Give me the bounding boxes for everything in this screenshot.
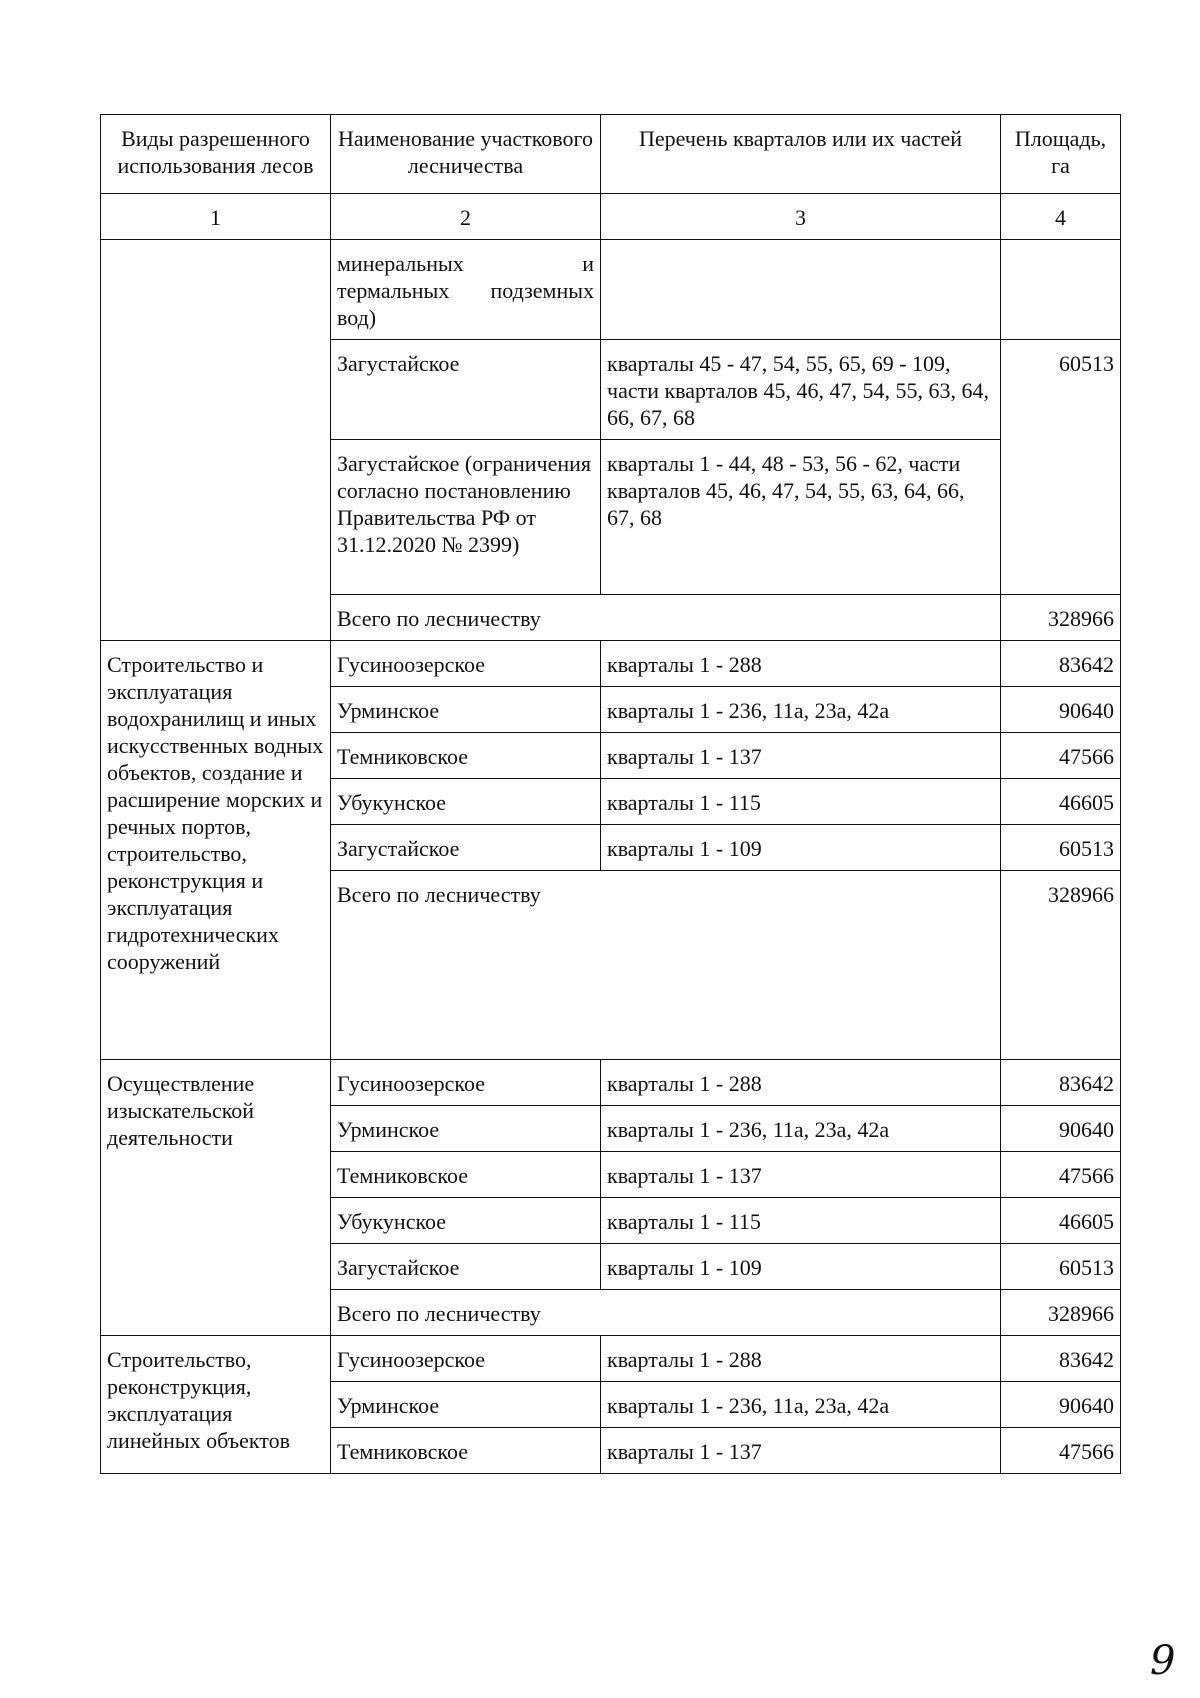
- quarters-cell: кварталы 1 - 115: [601, 1198, 1001, 1244]
- table-row: [101, 1060, 1121, 1106]
- area-cell: 60513: [1001, 1244, 1121, 1290]
- forestry-name-cell: Убукунское: [331, 1198, 601, 1244]
- quarters-cell: кварталы 1 - 236, 11а, 23а, 42а: [601, 1382, 1001, 1428]
- continued-text-line: термальных подземных: [337, 278, 594, 303]
- area-cell: 90640: [1001, 687, 1121, 733]
- forestry-name-cell: [331, 240, 601, 340]
- forestry-name-cell: Темниковское: [331, 1428, 601, 1474]
- quarters-cell: кварталы 1 - 236, 11а, 23а, 42а: [601, 1106, 1001, 1152]
- table-row: [101, 1336, 1121, 1382]
- total-label-cell: Всего по лесничеству: [331, 871, 1001, 1060]
- forestry-name-cell: Темниковское: [331, 1152, 601, 1198]
- area-cell: 47566: [1001, 733, 1121, 779]
- area-cell: 46605: [1001, 1198, 1121, 1244]
- header-row: [101, 115, 1121, 194]
- total-label-cell: Всего по лесничеству: [331, 595, 1001, 641]
- column-number-row: [101, 194, 1121, 240]
- forestry-name-cell: Гусиноозерское: [331, 1336, 601, 1382]
- column-number: 4: [1001, 194, 1121, 240]
- quarters-cell: кварталы 1 - 44, 48 - 53, 56 - 62, части кварталов 45, 46, 47, 54, 55, 63, 64, 66, 67, 68: [601, 440, 1001, 595]
- forestry-name-cell: Убукунское: [331, 779, 601, 825]
- continued-text-line: минеральных и: [337, 251, 594, 276]
- header-area: Площадь, га: [1001, 115, 1121, 194]
- quarters-cell: кварталы 1 - 109: [601, 1244, 1001, 1290]
- forestry-name-cell: Урминское: [331, 1106, 601, 1152]
- quarters-cell: [601, 240, 1001, 340]
- quarters-cell: кварталы 1 - 236, 11а, 23а, 42а: [601, 687, 1001, 733]
- header-quarters-list: Перечень кварталов или их частей: [601, 115, 1001, 194]
- area-cell: 47566: [1001, 1152, 1121, 1198]
- forestry-name-cell: Темниковское: [331, 733, 601, 779]
- area-cell: 90640: [1001, 1106, 1121, 1152]
- quarters-cell: кварталы 1 - 109: [601, 825, 1001, 871]
- forestry-name-cell: Гусиноозерское: [331, 641, 601, 687]
- area-cell: 83642: [1001, 641, 1121, 687]
- forest-use-table: [100, 114, 1121, 1474]
- total-area-cell: 328966: [1001, 1290, 1121, 1336]
- forestry-name-cell: Загустайское: [331, 1244, 601, 1290]
- use-type-cell: [101, 240, 331, 641]
- header-forestry-name: Наименование участкового лесничества: [331, 115, 601, 194]
- table-row: [101, 641, 1121, 687]
- forestry-name-cell: Загустайское (ограничения согласно постановлению Правительства РФ от 31.12.2020 № 2399): [331, 440, 601, 595]
- forestry-name-cell: Загустайское: [331, 340, 601, 440]
- quarters-cell: кварталы 1 - 115: [601, 779, 1001, 825]
- quarters-cell: кварталы 1 - 137: [601, 1152, 1001, 1198]
- column-number: 3: [601, 194, 1001, 240]
- area-cell: 83642: [1001, 1060, 1121, 1106]
- quarters-cell: кварталы 1 - 288: [601, 641, 1001, 687]
- total-area-cell: 328966: [1001, 595, 1121, 641]
- continued-text-line: вод): [337, 305, 377, 330]
- use-type-cell: Строительство, реконструкция, эксплуатация линейных объектов: [101, 1336, 331, 1474]
- forestry-name-cell: Загустайское: [331, 825, 601, 871]
- table-row: [101, 240, 1121, 340]
- use-type-cell: Осуществление изыскательской деятельности: [101, 1060, 331, 1336]
- area-cell: 60513: [1001, 340, 1121, 595]
- area-cell: 83642: [1001, 1336, 1121, 1382]
- header-use-type: Виды разрешенного использования лесов: [101, 115, 331, 194]
- forestry-name-cell: Урминское: [331, 1382, 601, 1428]
- area-cell: 46605: [1001, 779, 1121, 825]
- quarters-cell: кварталы 1 - 137: [601, 733, 1001, 779]
- column-number: 1: [101, 194, 331, 240]
- area-cell: 60513: [1001, 825, 1121, 871]
- area-cell: [1001, 240, 1121, 340]
- total-label-cell: Всего по лесничеству: [331, 1290, 1001, 1336]
- quarters-cell: кварталы 45 - 47, 54, 55, 65, 69 - 109, части кварталов 45, 46, 47, 54, 55, 63, 64, 66, 67, 68: [601, 340, 1001, 440]
- forestry-name-cell: Урминское: [331, 687, 601, 733]
- quarters-cell: кварталы 1 - 137: [601, 1428, 1001, 1474]
- area-cell: 47566: [1001, 1428, 1121, 1474]
- page-number: 9: [1150, 1638, 1176, 1684]
- total-area-cell: 328966: [1001, 871, 1121, 1060]
- area-cell: 90640: [1001, 1382, 1121, 1428]
- forestry-name-cell: Гусиноозерское: [331, 1060, 601, 1106]
- column-number: 2: [331, 194, 601, 240]
- quarters-cell: кварталы 1 - 288: [601, 1336, 1001, 1382]
- quarters-cell: кварталы 1 - 288: [601, 1060, 1001, 1106]
- use-type-cell: Строительство и эксплуатация водохранилищ и иных искусственных водных объектов, создание и расширение морских и речных портов, строительство, реконструкция и эксплуатация гидротехнических сооружений: [101, 641, 331, 1060]
